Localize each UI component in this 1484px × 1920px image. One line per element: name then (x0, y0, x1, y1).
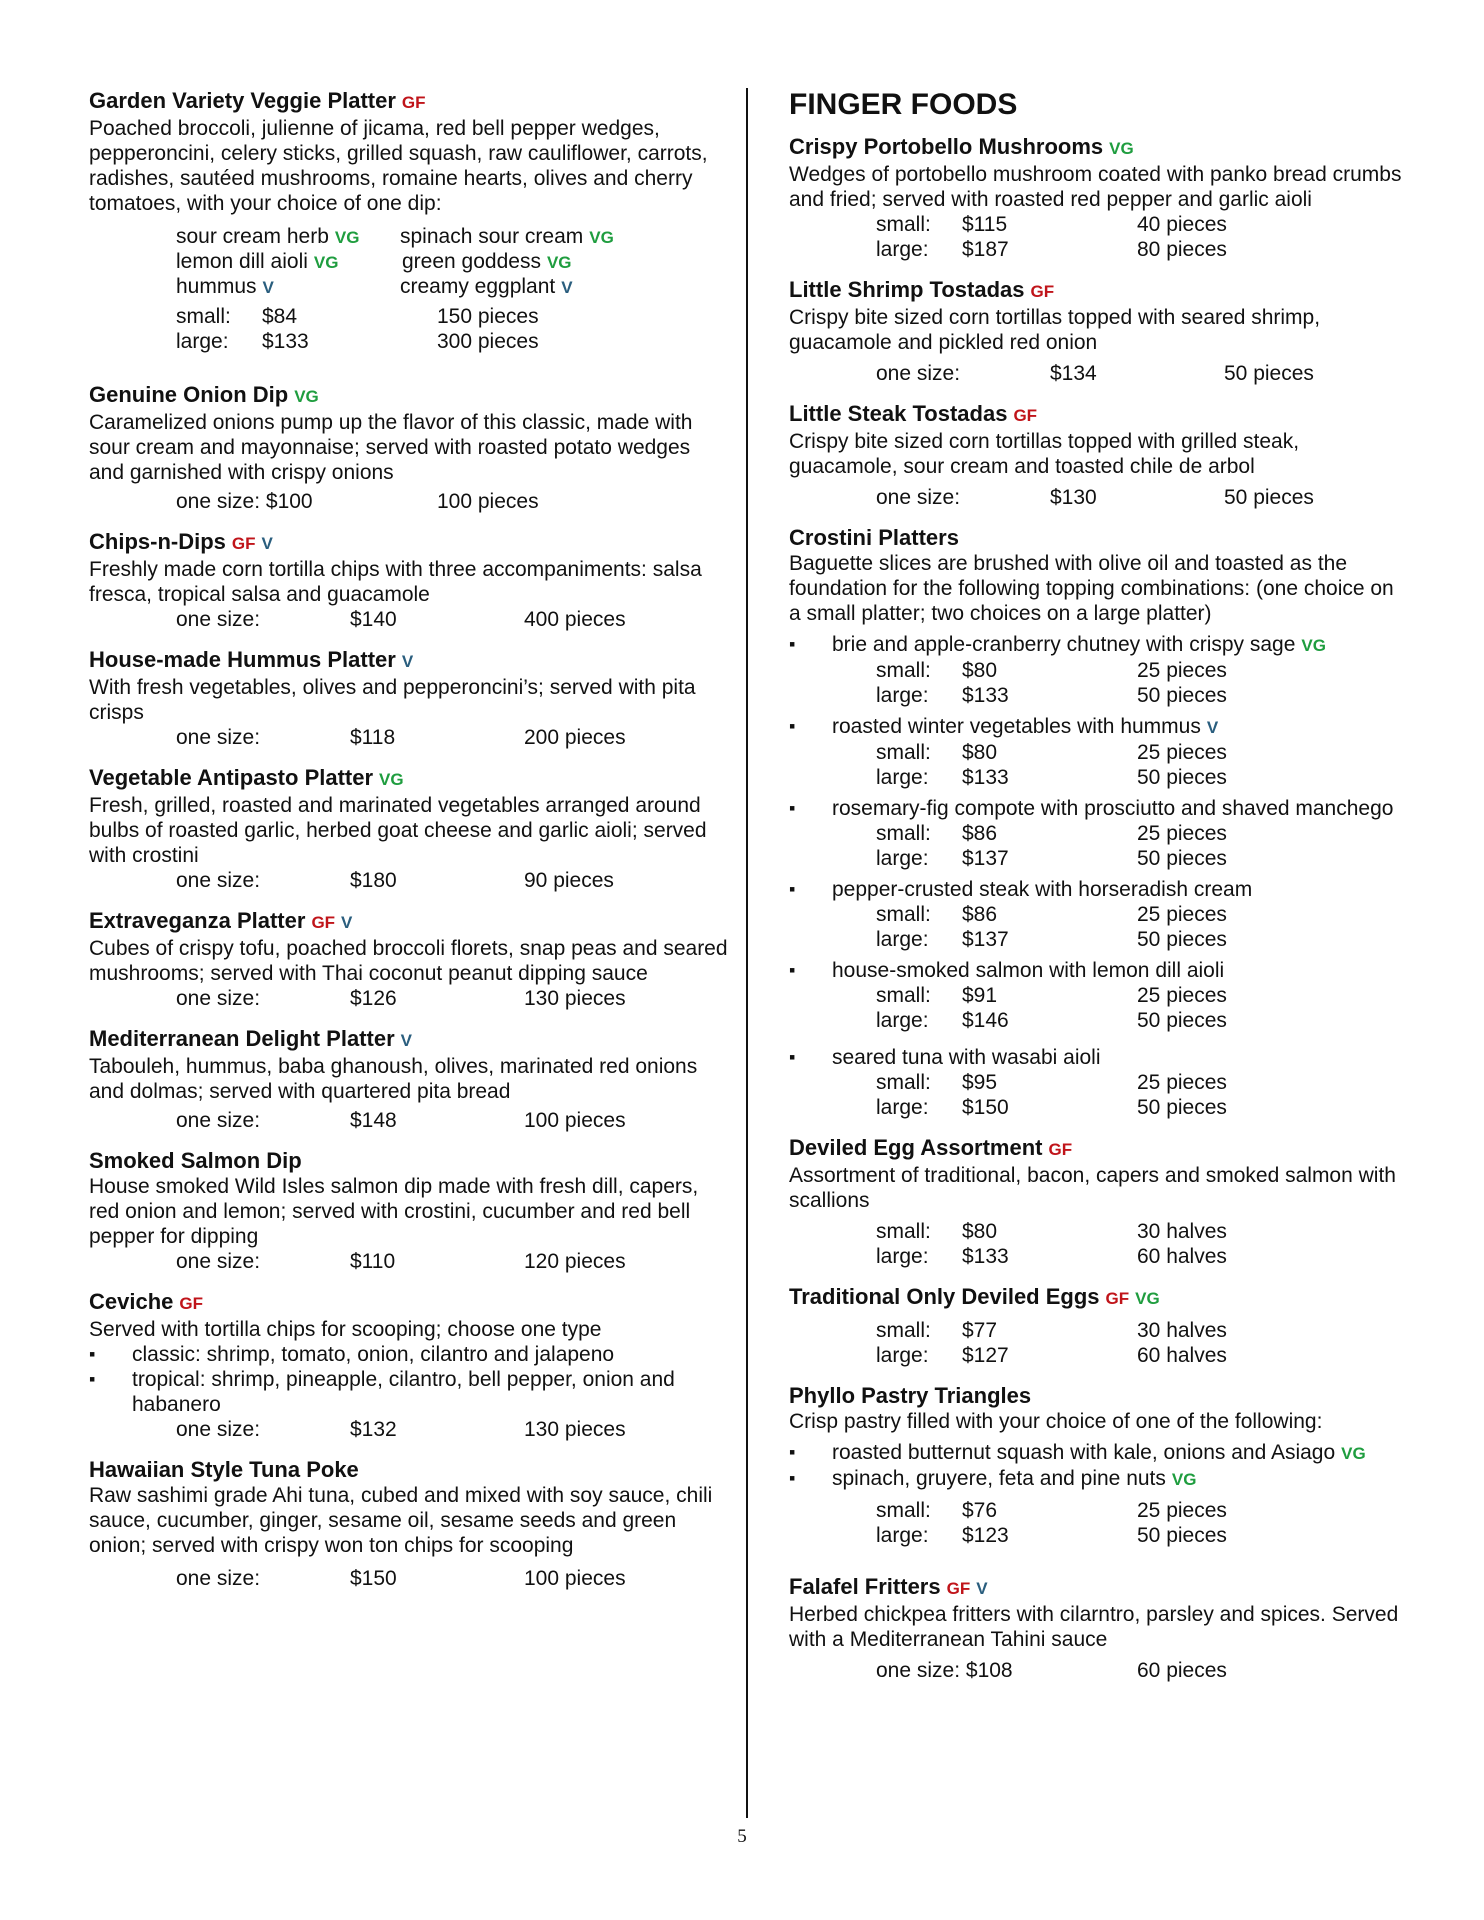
phyllo-options (789, 1440, 1409, 1492)
gf-badge: GF (311, 913, 336, 932)
price-row-small: small: $80 25 pieces (876, 741, 1227, 764)
price-row: one size: $110 120 pieces (176, 1250, 626, 1273)
item-description: Cubes of crispy tofu, poached broccoli florets, snap peas and seared mushrooms; served with Thai coconut peanut dipping sauce (89, 937, 728, 985)
item-title: Mediterranean Delight Platter (89, 1026, 395, 1051)
section-title: FINGER FOODS (789, 88, 1018, 121)
item-title: Garden Variety Veggie Platter (89, 88, 396, 113)
crostini-option (789, 714, 1409, 740)
vg-badge: VG (1109, 139, 1134, 158)
menu-item-deviled-egg-assortment (789, 1135, 1409, 1269)
v-badge: V (401, 652, 414, 671)
price-row: one size: $132 130 pieces (176, 1418, 626, 1441)
price-row-large: large: $187 80 pieces (876, 238, 1227, 261)
crostini-option (789, 1045, 1409, 1070)
menu-item-hummus-platter (89, 647, 729, 750)
page-number: 5 (737, 1826, 747, 1847)
column-divider (746, 88, 748, 1818)
price-row: one size: $100 100 pieces (176, 490, 539, 513)
item-title: Ceviche (89, 1289, 174, 1314)
item-title: Chips-n-Dips (89, 529, 226, 554)
menu-item-mediterranean-platter (89, 1026, 729, 1133)
vg-badge: VG (379, 770, 404, 789)
price-row: one size: $108 60 pieces (876, 1659, 1227, 1682)
gf-badge: GF (946, 1579, 971, 1598)
item-title: Extraveganza Platter (89, 908, 306, 933)
vg-badge: VG (294, 387, 319, 406)
menu-item-crostini-platters (789, 525, 1409, 1120)
price-row-large: large: $133 50 pieces (876, 766, 1227, 789)
vg-badge: VG (313, 253, 339, 272)
dip-option: sour cream herb VG (176, 225, 360, 248)
right-column (789, 88, 1409, 1698)
gf-badge: GF (179, 1294, 203, 1313)
vg-badge: VG (546, 253, 572, 272)
item-title: Little Shrimp Tostadas (789, 277, 1025, 302)
price-row-large: large: $133 60 halves (876, 1245, 1227, 1268)
item-description: Freshly made corn tortilla chips with three accompaniments: salsa fresca, tropical salsa and guacamole (89, 558, 702, 606)
price-row-small: small: $86 25 pieces (876, 903, 1227, 926)
price-row: one size: $130 50 pieces (876, 486, 1314, 509)
item-title: Crispy Portobello Mushrooms (789, 134, 1104, 159)
gf-badge: GF (401, 93, 426, 112)
list-item: ▪ seared tuna with wasabi aioli (789, 1045, 1409, 1070)
v-badge: V (1206, 718, 1219, 737)
vg-badge: VG (1135, 1289, 1160, 1308)
v-badge: V (561, 278, 573, 297)
menu-item-chips-n-dips (89, 529, 729, 632)
price-row-large: large: $123 50 pieces (876, 1524, 1227, 1547)
price-row-small: small: $95 25 pieces (876, 1071, 1227, 1094)
price-row-small: small: $80 25 pieces (876, 659, 1227, 682)
item-title: Smoked Salmon Dip (89, 1148, 302, 1173)
price-row-large: large: $146 50 pieces (876, 1009, 1227, 1032)
price-row-large: large: $150 50 pieces (876, 1096, 1227, 1119)
menu-item-phyllo-triangles (789, 1383, 1409, 1548)
item-title: Falafel Fritters (789, 1574, 941, 1599)
menu-item-tuna-poke (89, 1457, 729, 1591)
item-description: Crispy bite sized corn tortillas topped with grilled steak, guacamole, sour cream and toasted chile de arbol (789, 430, 1300, 478)
item-description: Wedges of portobello mushroom coated with panko bread crumbs and fried; served with roasted red pepper and garlic aioli (789, 163, 1402, 211)
dip-option: creamy eggplant V (400, 275, 573, 298)
price-row: one size: $140 400 pieces (176, 608, 626, 631)
item-description: Crispy bite sized corn tortillas topped with seared shrimp, guacamole and pickled red onion (789, 306, 1321, 354)
price-row-large: large: $127 60 halves (876, 1344, 1227, 1367)
item-title: Vegetable Antipasto Platter (89, 765, 374, 790)
list-item: ▪ roasted winter vegetables with hummus V (789, 714, 1409, 740)
list-item: ▪ spinach, gruyere, feta and pine nuts VG (789, 1466, 1409, 1492)
menu-item-smoked-salmon-dip (89, 1148, 729, 1274)
menu-item-onion-dip (89, 382, 729, 514)
item-description: Poached broccoli, julienne of jicama, red bell pepper wedges, pepperoncini, celery sticks, grilled squash, raw cauliflower, carrots, radishes, sautéed mushrooms, romaine hearts, olives and cherry tomatoes, with your choice of one dip: (89, 117, 708, 215)
dip-options (89, 224, 729, 300)
item-description: Herbed chickpea fritters with cilarntro, parsley and spices. Served with a Mediterranean Tahini sauce (789, 1603, 1399, 1651)
item-description: Crisp pastry filled with your choice of one of the following: (789, 1410, 1323, 1433)
price-row-small: small: $77 30 halves (876, 1319, 1227, 1342)
v-badge: V (261, 534, 273, 553)
v-badge: V (341, 913, 353, 932)
menu-item-antipasto-platter (89, 765, 729, 893)
item-description: Caramelized onions pump up the flavor of this classic, made with sour cream and mayonnaise; served with roasted potato wedges and garnished with crispy onions (89, 411, 693, 484)
item-title: Crostini Platters (789, 525, 959, 550)
price-row-small: small: $84 150 pieces (176, 305, 539, 328)
gf-badge: GF (1030, 282, 1055, 301)
menu-item-garden-veggie-platter (89, 88, 729, 354)
menu-item-falafel-fritters (789, 1574, 1409, 1683)
item-description: Tabouleh, hummus, baba ghanoush, olives, marinated red onions and dolmas; served with quartered pita bread (89, 1055, 698, 1103)
price-row-large: large: $133 300 pieces (176, 330, 539, 353)
vg-badge: VG (589, 228, 614, 247)
price-row: one size: $126 130 pieces (176, 987, 626, 1010)
list-item: ▪ house-smoked salmon with lemon dill aioli (789, 958, 1409, 983)
vg-badge: VG (1171, 1470, 1197, 1489)
list-item: ▪ classic: shrimp, tomato, onion, cilantro and jalapeno (89, 1342, 729, 1367)
item-description: Fresh, grilled, roasted and marinated vegetables arranged around bulbs of roasted garlic, herbed goat cheese and garlic aioli; served with crostini (89, 794, 707, 867)
item-description: Assortment of traditional, bacon, capers and smoked salmon with scallions (789, 1164, 1396, 1212)
list-item: ▪ brie and apple-cranberry chutney with crispy sage VG (789, 632, 1409, 658)
item-description: Served with tortilla chips for scooping; choose one type (89, 1318, 602, 1341)
price-row: one size: $134 50 pieces (876, 362, 1314, 385)
crostini-option (789, 958, 1409, 983)
dip-option: green goddess VG (402, 250, 572, 273)
item-description: House smoked Wild Isles salmon dip made with fresh dill, capers, red onion and lemon; served with crostini, cucumber and red bell pepper for dipping (89, 1175, 699, 1248)
list-item: ▪ roasted butternut squash with kale, onions and Asiago VG (789, 1440, 1409, 1466)
price-row-small: small: $86 25 pieces (876, 822, 1227, 845)
item-description: Raw sashimi grade Ahi tuna, cubed and mixed with soy sauce, chili sauce, cucumber, ginger, sesame oil, sesame seeds and green onion; served with crispy won ton chips for scooping (89, 1484, 713, 1557)
crostini-option (789, 877, 1409, 902)
price-row-large: large: $137 50 pieces (876, 928, 1227, 951)
list-item: ▪ rosemary-fig compote with prosciutto and shaved manchego (789, 796, 1409, 821)
dip-option: lemon dill aioli VG (176, 250, 339, 273)
vg-badge: VG (1341, 1444, 1366, 1463)
item-title: Hawaiian Style Tuna Poke (89, 1457, 359, 1482)
price-row: one size: $118 200 pieces (176, 726, 626, 749)
item-title: Phyllo Pastry Triangles (789, 1383, 1032, 1408)
item-description: With fresh vegetables, olives and pepperoncini’s; served with pita crisps (89, 676, 696, 724)
menu-item-steak-tostadas (789, 401, 1409, 510)
price-row-small: small: $115 40 pieces (876, 213, 1227, 236)
menu-item-portobello-mushrooms (789, 134, 1409, 262)
price-row-large: large: $137 50 pieces (876, 847, 1227, 870)
vg-badge: VG (1301, 636, 1326, 655)
crostini-option (789, 632, 1409, 658)
price-row-small: small: $80 30 halves (876, 1220, 1227, 1243)
dip-option: spinach sour cream VG (400, 225, 614, 248)
crostini-option (789, 796, 1409, 821)
gf-badge: GF (231, 534, 256, 553)
list-item: ▪ tropical: shrimp, pineapple, cilantro, bell pepper, onion and habanero (89, 1367, 729, 1417)
ceviche-options (89, 1342, 729, 1417)
price-row: one size: $148 100 pieces (176, 1109, 626, 1132)
item-title: Little Steak Tostadas (789, 401, 1008, 426)
item-title: Genuine Onion Dip (89, 382, 289, 407)
price-row-small: small: $76 25 pieces (876, 1499, 1227, 1522)
menu-item-shrimp-tostadas (789, 277, 1409, 386)
price-row: one size: $150 100 pieces (176, 1567, 626, 1590)
menu-item-ceviche (89, 1289, 729, 1442)
price-row-small: small: $91 25 pieces (876, 984, 1227, 1007)
list-item: ▪ pepper-crusted steak with horseradish cream (789, 877, 1409, 902)
left-column (89, 88, 729, 1606)
item-title: House-made Hummus Platter (89, 647, 396, 672)
menu-item-extraveganza-platter (89, 908, 729, 1011)
menu-item-traditional-deviled-eggs (789, 1284, 1409, 1368)
gf-badge: GF (1048, 1140, 1073, 1159)
item-title: Deviled Egg Assortment (789, 1135, 1043, 1160)
v-badge: V (262, 278, 274, 297)
price-row-large: large: $133 50 pieces (876, 684, 1227, 707)
item-description: Baguette slices are brushed with olive oil and toasted as the foundation for the following topping combinations: (one choice on a small platter; two choices on a large platter) (789, 552, 1394, 625)
price-row: one size: $180 90 pieces (176, 869, 614, 892)
vg-badge: VG (334, 228, 360, 247)
gf-badge: GF (1105, 1289, 1130, 1308)
v-badge: V (976, 1579, 988, 1598)
gf-badge: GF (1013, 406, 1038, 425)
item-title: Traditional Only Deviled Eggs (789, 1284, 1100, 1309)
dip-option: hummus V (176, 275, 274, 298)
v-badge: V (400, 1031, 412, 1050)
